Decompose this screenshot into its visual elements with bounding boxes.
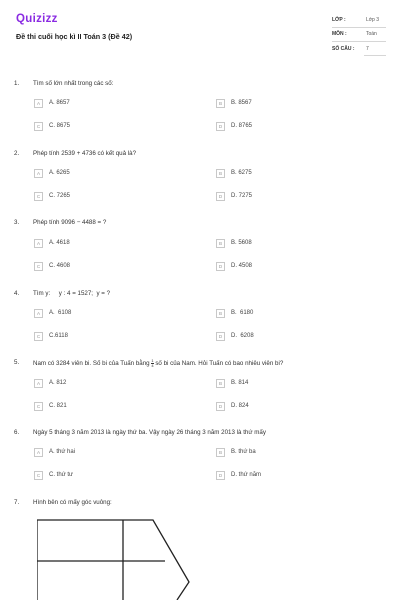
option-letter-box[interactable]: A (34, 239, 43, 248)
option-text: A. 8657 (49, 100, 70, 107)
option-letter-box[interactable]: C (34, 262, 43, 271)
option-letter-box[interactable]: C (34, 471, 43, 480)
option-letter-box[interactable]: B (216, 379, 225, 388)
option-letter-box[interactable]: B (216, 99, 225, 108)
question-text: Phép tính 9096 − 4488 = ? (33, 219, 107, 226)
meta-subject-label: MÔN : (332, 31, 347, 37)
question-text-after: số bi của Nam. Hỏi Tuấn có bao nhiêu viên bi? (155, 360, 284, 368)
option-text: C. thứ tư (49, 472, 74, 479)
figure-outline (37, 520, 189, 600)
question-text: Hình bên có mấy góc vuông: (33, 499, 112, 506)
option-letter-box[interactable]: C (34, 192, 43, 201)
option-letter-box[interactable]: C (34, 332, 43, 341)
right-angle-figure (37, 518, 197, 600)
option-text: A. 6265 (49, 170, 70, 177)
option-letter-box[interactable]: B (216, 239, 225, 248)
option-letter-box[interactable]: D (216, 471, 225, 480)
option-text: D. 7275 (231, 193, 253, 200)
meta-subject-value: Toán (366, 31, 377, 37)
option-text: A. 812 (49, 380, 67, 387)
option-letter-box[interactable]: B (216, 169, 225, 178)
question-number: 1. (14, 80, 20, 87)
option-letter-box[interactable]: C (34, 402, 43, 411)
question-number: 5. (14, 359, 20, 366)
question-number: 7. (14, 499, 20, 506)
option-letter-box[interactable]: D (216, 262, 225, 271)
option-letter-box[interactable]: D (216, 192, 225, 201)
meta-grade-value: Lớp 3 (366, 17, 380, 23)
option-text: A. 4618 (49, 240, 70, 247)
question-number: 3. (14, 219, 20, 226)
option-text: C. 4608 (49, 263, 71, 270)
meta-count-label: SỐ CÂU : (332, 46, 355, 52)
option-letter-box[interactable]: D (216, 332, 225, 341)
quizizz-logo: Quizizz (16, 13, 58, 25)
option-text: D. 8765 (231, 123, 253, 130)
meta-grade-label: LỚP : (332, 17, 346, 23)
meta-count-value: 7 (366, 46, 369, 52)
option-letter-box[interactable]: B (216, 448, 225, 457)
option-letter-box[interactable]: A (34, 169, 43, 178)
option-text: D. 6208 (231, 333, 254, 340)
option-letter-box[interactable]: D (216, 122, 225, 131)
option-letter-box[interactable]: D (216, 402, 225, 411)
question-number: 2. (14, 150, 20, 157)
exam-title: Đề thi cuối học kì II Toán 3 (Đề 42) (16, 32, 133, 41)
option-text: B. 6275 (231, 170, 252, 177)
option-text: B. 8567 (231, 100, 252, 107)
option-letter-box[interactable]: A (34, 99, 43, 108)
option-text: C. 7265 (49, 193, 71, 200)
question-text: Tìm số lớn nhất trong các số: (33, 80, 114, 87)
option-text: B. thứ ba (231, 449, 256, 456)
option-letter-box[interactable]: A (34, 379, 43, 388)
option-text: C.6118 (49, 333, 68, 340)
question-text-before: Nam có 3284 viên bi. Số bi của Tuấn bằng (33, 360, 150, 368)
fraction-numerator: 1 (151, 358, 154, 363)
option-text: D. 4508 (231, 263, 253, 270)
question-number: 4. (14, 290, 20, 297)
question-text: Phép tính 2539 + 4736 có kết quả là? (33, 150, 137, 157)
fraction (151, 359, 153, 368)
question-text (33, 359, 283, 368)
option-text: A. 6108 (49, 310, 72, 317)
option-text: B. 814 (231, 380, 249, 387)
option-text: D. 824 (231, 403, 249, 410)
option-text: D. thứ năm (231, 472, 262, 479)
question-text: Ngày 5 tháng 3 năm 2013 là ngày thứ ba. Vậy ngày 26 tháng 3 năm 2013 là thứ mấy (33, 429, 266, 436)
option-letter-box[interactable]: C (34, 122, 43, 131)
option-text: B. 5608 (231, 240, 252, 247)
option-text: C. 8675 (49, 123, 71, 130)
option-text: C. 821 (49, 403, 67, 410)
option-letter-box[interactable]: A (34, 309, 43, 318)
fraction-denominator: 4 (151, 363, 154, 368)
question-number: 6. (14, 429, 20, 436)
question-text: Tìm y: y : 4 = 1527; y = ? (33, 290, 111, 297)
option-text: B. 6180 (231, 310, 254, 317)
option-letter-box[interactable]: A (34, 448, 43, 457)
option-letter-box[interactable]: B (216, 309, 225, 318)
option-text: A. thứ hai (49, 449, 76, 456)
